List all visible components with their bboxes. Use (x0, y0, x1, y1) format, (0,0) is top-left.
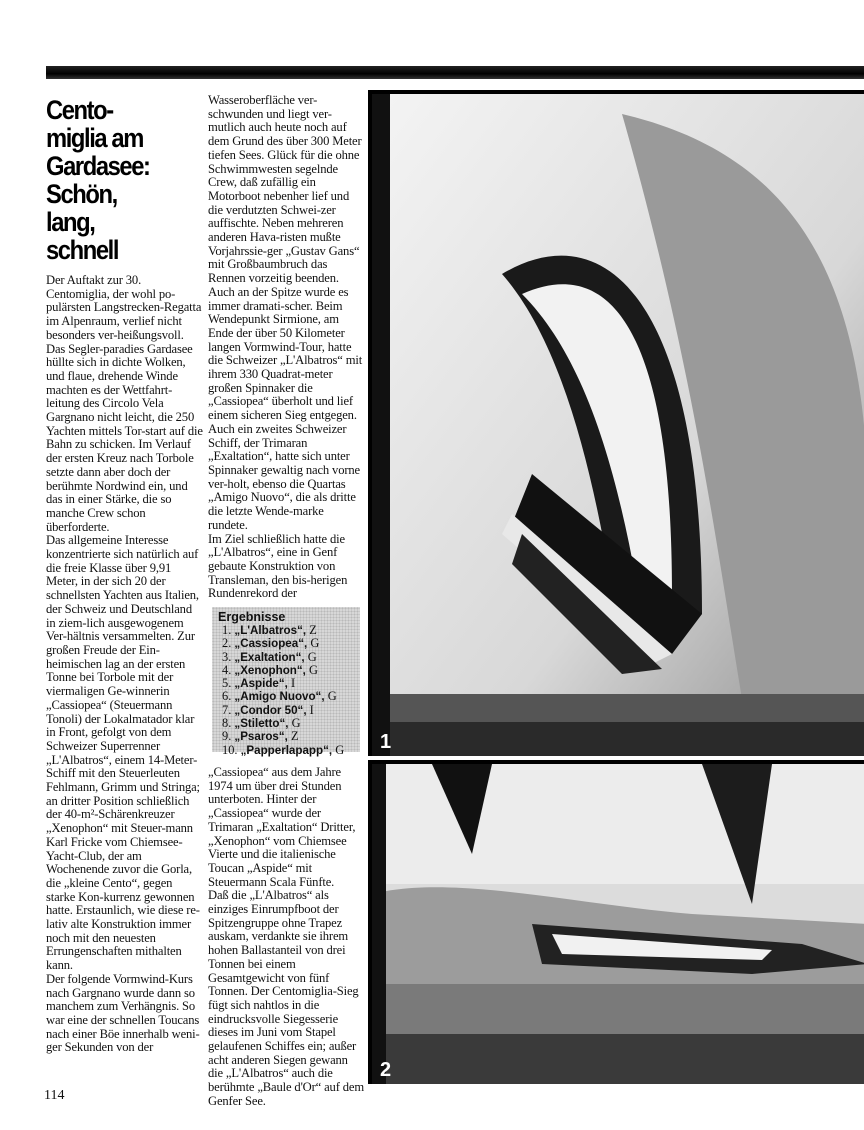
result-country-code: G (307, 649, 317, 664)
result-boat-name: „Condor 50“, (234, 703, 307, 717)
result-boat-name: „L'Albatros“, (234, 624, 307, 637)
result-country-code: I (290, 676, 296, 691)
spinnaker-illustration (372, 94, 864, 756)
result-boat-name: „Xenophon“, (234, 663, 306, 677)
photo-spinnaker-yacht (368, 90, 864, 756)
result-boat-name: „Stiletto“, (234, 717, 289, 731)
result-row (222, 690, 360, 703)
result-row (222, 624, 360, 637)
result-boat-name: „Psaros“, (234, 730, 288, 744)
racing-boats-illustration (372, 764, 864, 1084)
result-row (222, 730, 360, 743)
result-boat-name: „Amigo Nuovo“, (234, 690, 325, 704)
photo-number-2: 2 (380, 1059, 392, 1081)
result-rank: 6. (222, 689, 232, 704)
results-title: Ergebnisse (218, 610, 286, 624)
result-row (222, 744, 360, 757)
result-rank: 5. (222, 676, 232, 691)
result-row (222, 651, 360, 664)
result-rank: 3. (222, 649, 232, 664)
article-column-2 (208, 94, 364, 1109)
result-row (222, 664, 360, 677)
result-country-code: I (309, 702, 314, 717)
body-text-column-2-bottom: „Cassiopea“ aus dem Jahre 1974 um über drei Stunden unterboten. Hinter der „Cassiopea“ wurde der Trimaran „Exaltation“ Dritter, „Xenophon“ vom Chiemsee Vierte und die italienische Toucan „Aspide“ mit Steuermann Scala Fünfte. Daß die „L'Albatros“ als einziges Einrumpfboot der Spitzengruppe ohne Trapez auskam, verdankte sie ihrem hohen Ballastanteil von drei Tonnen bei einem Gesamtgewicht von fünf Tonnen. Der Centomiglia-Sieg fügt sich nahtlos in die eindrucksvolle Siegesserie dieses im Juni vom Stapel gelaufenen Schiffes ein; außer acht anderen Siegen gewann die „L'Albatros“ auch die berühmte „Baule d'Or“ auf dem Genfer See. (208, 765, 364, 1108)
result-country-code: G (310, 636, 320, 651)
headline: Cento- miglia am Gardasee: Schön, lang, schnell (46, 95, 150, 265)
result-country-code: G (309, 662, 318, 677)
result-row (222, 717, 360, 730)
top-rule (46, 66, 864, 79)
result-rank: 2. (222, 636, 232, 651)
result-rank: 9. (222, 729, 232, 744)
photo-racing-boats (368, 760, 864, 1084)
result-country-code: Z (309, 623, 317, 637)
body-text-column-2-top: Wasseroberfläche ver-schwunden und liegt ver-mutlich auch heute noch auf dem Grund des über 300 Meter tiefen Sees. Glück für die ohne Schwimmwesten segelnde Crew, daß zufällig ein Motorboot nebenher lief und die verdutzten Schwei-zer auffischte. Neben mehreren anderen Hava-risten mußte Vorjahrssie-ger „Gustav Gans“ mit Großbaumbruch das Rennen vorzeitig beenden. Auch an der Spitze wurde es immer dramati-scher. Beim Wendepunkt Sirmione, am Ende der über 50 Kilometer langen Vormwind-Tour, hatte die Schweizer „L'Albatros“ mit ihrem 330 Quadrat-meter großen Spinnaker die „Cassiopea“ überholt und lief einem sicheren Sieg entgegen. Auch ein zweites Schweizer Schiff, der Trimaran „Exaltation“, hatte sich unter Spinnaker gewaltig nach vorne ver-holt, ebenso die Quartas „Amigo Nuovo“, die als dritte die letzte Wende-marke rundete. Im Ziel schließlich hatte die „L'Albatros“, eine in Genf gebaute Konstruktion von Transleman, den bis-herigen Rundenrekord der (208, 94, 363, 601)
results-list (212, 624, 360, 757)
result-boat-name: „Aspide“, (234, 677, 288, 691)
result-country-code: G (291, 716, 301, 731)
photo-number-1: 1 (380, 731, 392, 753)
body-text-column-1: Der Auftakt zur 30. Centomiglia, der wohl po-pulärsten Langstrecken-Regatta im Alpenraum, verlief nicht besonders ver-heißungsvoll. Das Segler-paradies Gardasee hüllte sich in dichte Wolken, und flaue, drehende Winde machten es der Wettfahrt-leitung des Circolo Vela Gargnano nicht leicht, die 250 Yachten mittels Tor-start auf die Bahn zu schicken. Im Verlauf der ersten Kreuz nach Torbole setzte dann aber doch der berühmte Nordwind ein, und das in einer Stärke, die so manche Crew schon überforderte. Das allgemeine Interesse konzentrierte sich natürlich auf die freie Klasse über 9,91 Meter, in der sich 20 der schnellsten Yachten aus Italien, der Schweiz und Deutschland in ziem-lich ausgewogenem Ver-hältnis versammelten. Zur großen Freude der Ein-heimischen lag an der ersten Tonne bei Torbole mit der viermaligen Ge-winnerin „Cassiopea“ (Steuermann Tonoli) der Lokalmatador klar in Front, gefolgt von dem Schweizer Superrenner „L'Albatros“, einem 14-Meter-Schiff mit den Steuerleuten Fehlmann, Grimm und Stringa; an dritter Position schließlich der 40-m²-Schärenkreuzer „Xenophon“ mit Steuer-mann Karl Fricke vom Chiemsee-Yacht-Club, der am Wochenende zuvor die Gorla, die „kleine Cento“, gegen starke Kon-kurrenz gewonnen hatte. Erstaunlich, wie diese re-lativ alte Konstruktion immer noch mit den neuesten Errungenschaften mithalten kann. Der folgende Vormwind-Kurs nach Gargnano wurde dann so manchem zum Verhängnis. So war eine der schnellen Toucans nach einer Böe innerhalb weni-ger Sekunden von der (46, 273, 203, 1055)
result-row (222, 677, 360, 690)
result-rank: 10. (222, 742, 238, 757)
result-rank: 7. (222, 702, 232, 717)
result-rank: 1. (222, 623, 232, 637)
article-column-1 (46, 96, 204, 1055)
result-row (222, 704, 360, 717)
result-boat-name: „Cassiopea“, (234, 637, 308, 651)
result-boat-name: „Papperlapapp“, (240, 743, 333, 757)
result-country-code: G (335, 742, 345, 757)
result-country-code: G (327, 689, 337, 704)
result-boat-name: „Exaltation“, (234, 650, 305, 664)
result-country-code: Z (291, 729, 299, 744)
result-row (222, 637, 360, 650)
results-box (212, 607, 360, 757)
result-rank: 4. (222, 662, 232, 677)
page-number: 114 (44, 1088, 65, 1103)
result-rank: 8. (222, 716, 232, 731)
